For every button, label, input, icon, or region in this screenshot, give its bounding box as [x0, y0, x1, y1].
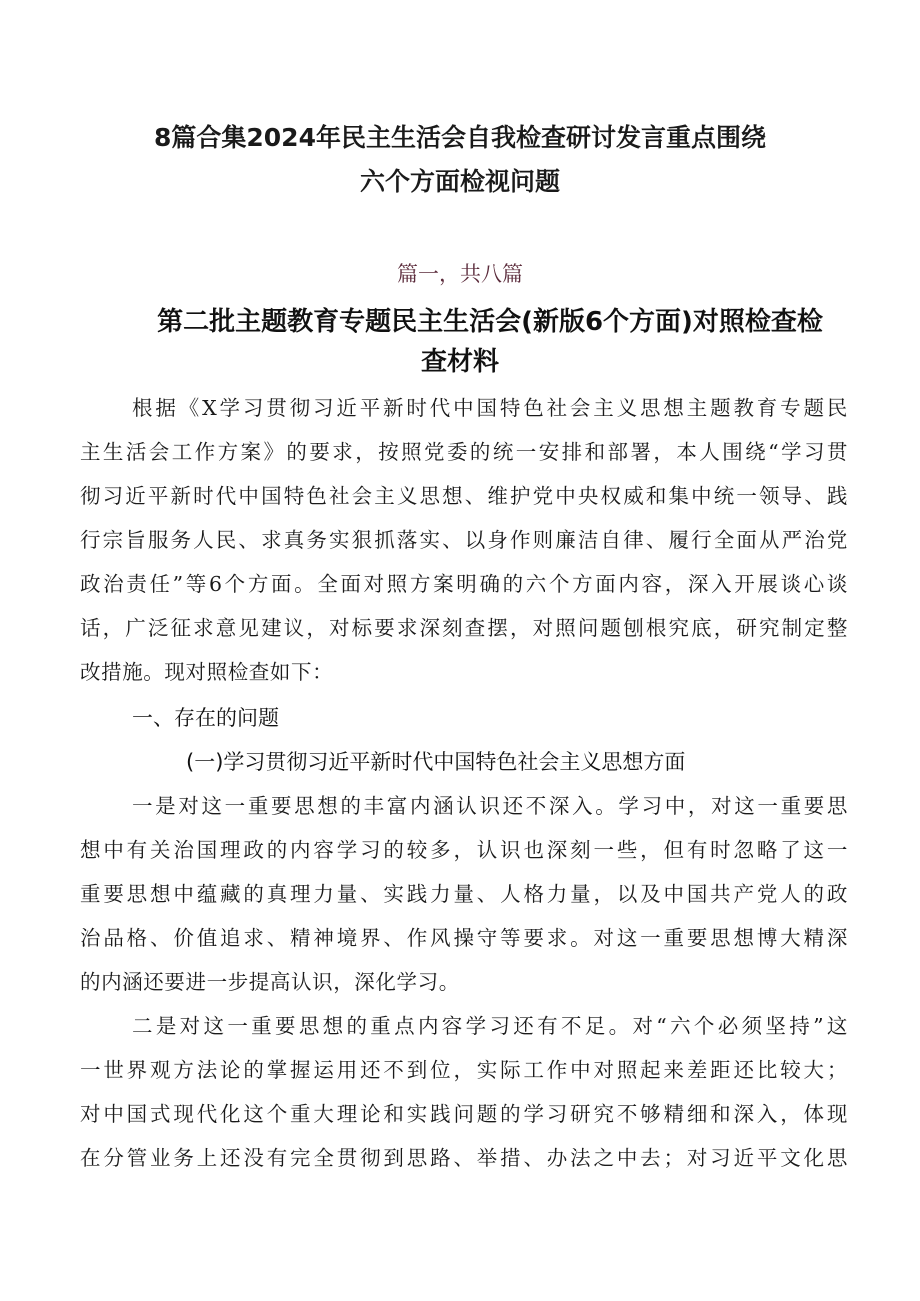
- document-title-line-1: 8篇合集2024年民主生活会自我检查研讨发言重点围绕: [154, 123, 766, 152]
- intro-line: [80, 650, 848, 694]
- intro-line-text: 主生活会工作方案》的要求，按照党委的统一安排和部署，本人围绕“学习贯: [80, 440, 848, 464]
- paragraph-line-text: 的内涵还要进一步提高认识，深化学习。: [80, 970, 460, 994]
- intro-line-text: 话，广泛征求意见建议，对标要求深刻查摆，对照问题刨根究底，研究制定整: [80, 616, 848, 640]
- document-title-line-2: 六个方面检视问题: [359, 167, 560, 196]
- intro-line-text: 彻习近平新时代中国特色社会主义思想、维护党中央权威和集中统一领导、践: [80, 484, 848, 508]
- part-title-line-1: 第二批主题教育专题民主生活会(新版6个方面)对照检查检: [157, 307, 823, 337]
- paragraph-line: [80, 1048, 848, 1092]
- paragraph-line-text: 对中国式现代化这个重大理论和实践问题的学习研究不够精细和深入，体现: [80, 1102, 848, 1126]
- section-heading: 一、存在的问题: [132, 706, 279, 730]
- paragraph-line: [80, 1004, 848, 1048]
- paragraph-line-text: 一是对这一重要思想的丰富内涵认识还不深入。学习中，对这一重要思: [132, 794, 848, 818]
- part-label: 篇一，共八篇: [397, 262, 523, 286]
- paragraph-line: [80, 828, 848, 872]
- paragraph-line-text: 重要思想中蕴藏的真理力量、实践力量、人格力量，以及中国共产党人的政: [80, 882, 848, 906]
- intro-line-text: 行宗旨服务人民、求真务实狠抓落实、以身作则廉洁自律、履行全面从严治党: [80, 528, 848, 552]
- intro-line: [80, 430, 848, 474]
- paragraph-line-text: 想中有关治国理政的内容学习的较多，认识也深刻一些，但有时忽略了这一: [80, 838, 848, 862]
- intro-line: [80, 562, 848, 606]
- paragraph-line: [80, 1136, 848, 1180]
- intro-line: [80, 474, 848, 518]
- paragraph-line: [80, 1092, 848, 1136]
- paragraph-line: [80, 960, 848, 1004]
- intro-line-text: 改措施。现对照检查如下：: [80, 660, 334, 684]
- intro-line-text: 政治责任”等6个方面。全面对照方案明确的六个方面内容，深入开展谈心谈: [80, 572, 848, 596]
- intro-line: [80, 606, 848, 650]
- paragraph-line: [80, 784, 848, 828]
- part-title-line-2: 查材料: [420, 347, 499, 377]
- paragraph-line-text: 一世界观方法论的掌握运用还不到位，实际工作中对照起来差距还比较大；: [80, 1058, 848, 1082]
- intro-line-text: 根据《X学习贯彻习近平新时代中国特色社会主义思想主题教育专题民: [132, 396, 848, 420]
- paragraph-line-text: 治品格、价值追求、精神境界、作风操守等要求。对这一重要思想博大精深: [80, 926, 848, 950]
- paragraph-line-text: 二是对这一重要思想的重点内容学习还有不足。对“六个必须坚持”这: [132, 1014, 848, 1038]
- paragraph-line-text: 在分管业务上还没有完全贯彻到思路、举措、办法之中去；对习近平文化思: [80, 1146, 848, 1170]
- paragraph-line: [80, 872, 848, 916]
- intro-line: [80, 386, 848, 430]
- paragraph-line: [80, 916, 848, 960]
- intro-line: [80, 518, 848, 562]
- subsection-heading: (一)学习贯彻习近平新时代中国特色社会主义思想方面: [186, 750, 686, 774]
